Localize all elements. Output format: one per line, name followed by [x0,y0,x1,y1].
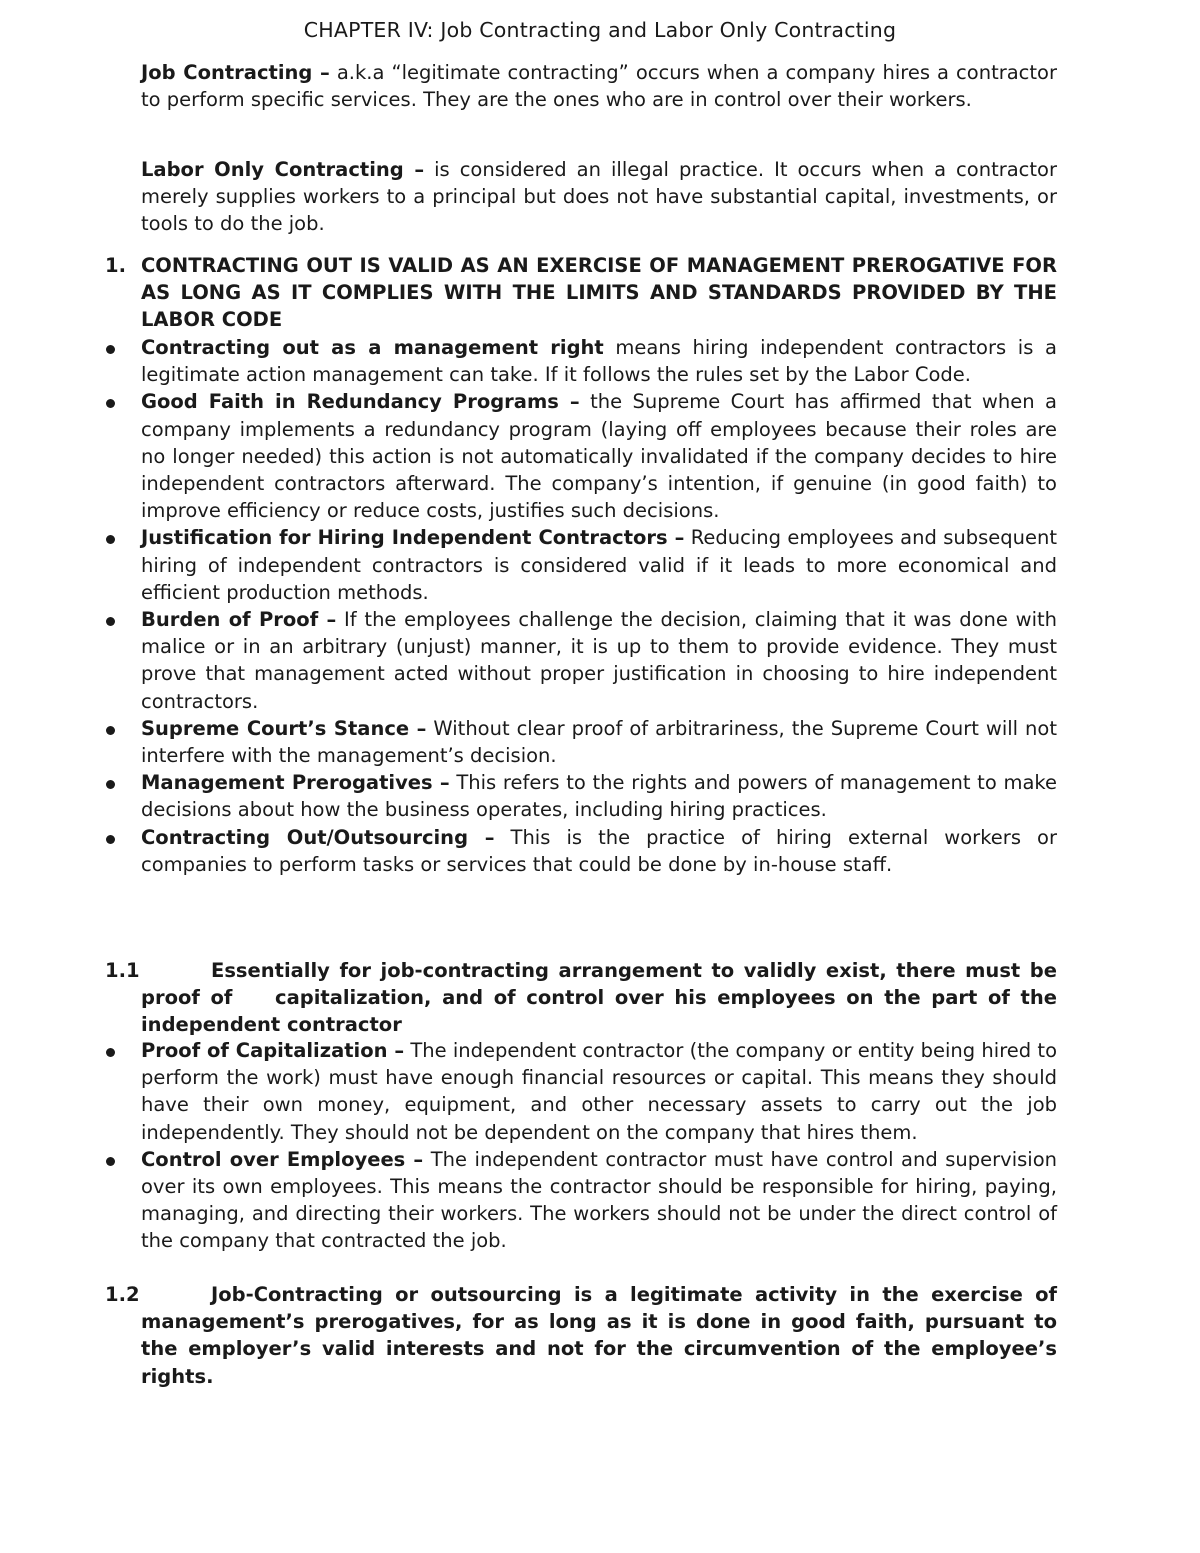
list-item [105,769,1057,823]
bullet-text: Without clear proof of arbitrariness, the Supreme Court will not interfere with the management’s decision. [141,716,1057,768]
list-item [105,334,1057,388]
intro-text: is considered an illegal practice. It occurs when a contractor merely supplies workers to a principal but does not have substantial capital, investments, or tools to do the job. [141,158,1057,236]
list-item [105,715,1057,769]
bullet-icon [106,617,115,626]
bullet-text: If the employees challenge the decision, claiming that it was done with malice or in an arbitrary (unjust) manner, it is up to them to provide evidence. They must prove that management acted without proper justification in choosing to hire independent contractors. [141,608,1057,713]
section-heading-text: Job-Contracting or outsourcing is a legitimate activity in the exercise of management’s prerogatives, for as long as it is done in good faith, pursuant to the employer’s valid interests and not for the circumvention of the employee’s rights. [141,1283,1057,1388]
bullet-term: Burden of Proof – [141,608,337,632]
list-item [105,824,1057,878]
bullet-icon [106,345,115,354]
intro-text: a.k.a “legitimate contracting” occurs when a company hires a contractor to perform specific services. They are the ones who are in control over their workers. [141,61,1057,112]
list-item [105,524,1057,606]
section-heading-text: CONTRACTING OUT IS VALID AS AN EXERCISE OF MANAGEMENT PREROGATIVE FOR AS LONG AS IT COMPLIES WITH THE LIMITS AND STANDARDS PROVIDED BY THE LABOR CODE [141,254,1057,332]
list-item [105,388,1057,524]
bullet-term: Supreme Court’s Stance – [141,716,427,740]
section-1-1-heading [105,957,1057,1039]
bullet-icon [106,1157,115,1166]
list-item [105,606,1057,715]
bullet-term: Control over Employees – [141,1147,424,1171]
bullet-text: Reducing employees and subsequent hiring of independent contractors is considered valid if it leads to more economical and efficient production methods. [141,526,1057,604]
list-item [105,1146,1057,1255]
list-item [105,1037,1057,1146]
section-1-heading [105,252,1057,334]
intro-term: Labor Only Contracting – [141,158,425,181]
bullet-icon [106,780,115,789]
bullet-icon [106,535,115,544]
intro-term: Job Contracting – [141,61,330,84]
bullet-term: Good Faith in Redundancy Programs – [141,390,580,414]
section-number: 1.1 [105,959,140,982]
bullet-term: Proof of Capitalization – [141,1039,405,1062]
intro-paragraph-job-contracting [141,59,1057,113]
bullet-icon [106,726,115,735]
bullet-term: Justification for Hiring Independent Contractors – [141,526,685,550]
bullet-term: Management Prerogatives – [141,771,450,795]
page-title: CHAPTER IV: Job Contracting and Labor Only Contracting [303,18,897,42]
bullet-text: means hiring independent contractors is a legitimate action management can take. If it follows the rules set by the Labor Code. [141,336,1057,387]
bullet-icon [106,1048,115,1057]
bullet-text: This refers to the rights and powers of management to make decisions about how the business operates, including hiring practices. [141,771,1057,822]
intro-paragraph-labor-only [141,156,1057,238]
section-1-bullet-list [105,334,1057,878]
bullet-text: The independent contractor (the company or entity being hired to perform the work) must have enough financial resources or capital. This means they should have their own money, equipment, and other necessary assets to carry out the job independently. They should not be dependent on the company that hires them. [141,1039,1057,1144]
section-number: 1. [105,254,126,277]
bullet-term: Contracting Out/Outsourcing – [141,825,495,849]
bullet-text: This is the practice of hiring external workers or companies to perform tasks or services that could be done by in-house staff. [141,825,1057,876]
section-1-2-heading [105,1281,1057,1390]
bullet-term: Contracting out as a management right [141,336,604,359]
section-heading-text: Essentially for job-contracting arrangement to validly exist, there must be proof of capitalization, and of control over his employees on the part of the independent contractor [141,959,1057,1037]
section-1-1-bullet-list [105,1037,1057,1255]
section-number: 1.2 [105,1283,140,1306]
bullet-text: the Supreme Court has affirmed that when a company implements a redundancy program (laying off employees because their roles are no longer needed) this action is not automatically invalidated if the company decides to hire independent contractors afterward. The company’s intention, if genuine (in good faith) to improve efficiency or reduce costs, justifies such decisions. [141,390,1057,523]
bullet-icon [106,399,115,408]
bullet-icon [106,835,115,844]
bullet-text: The independent contractor must have control and supervision over its own employees. This means the contractor should be responsible for hiring, paying, managing, and directing their workers. The workers should not be under the direct control of the company that contracted the job. [141,1147,1058,1253]
